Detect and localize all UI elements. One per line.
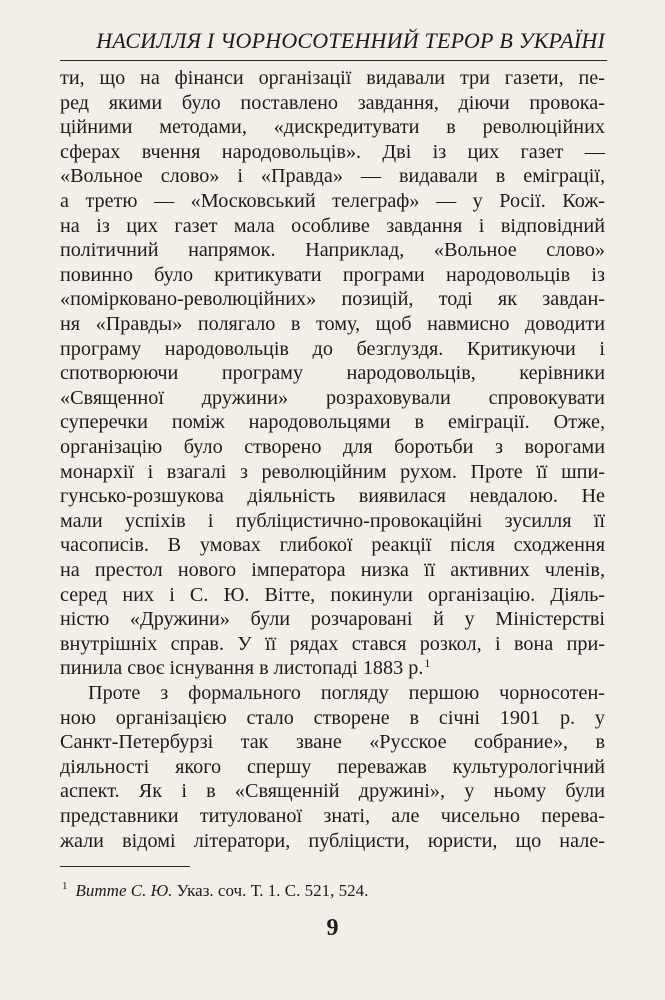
footnote-reference[interactable]: 1 [424,655,431,670]
text-line: «Вольное слово» і «Правда» — видавали в еміграції, [60,165,605,188]
text-line: повинно було критикувати програми народовольців із [60,263,605,286]
text-line: спотворюючи програму народовольців, керівники [60,362,605,385]
text-line: часописів. В умовах глибокої реакції після сходження [60,534,605,557]
text-line: а третю — «Московський телеграф» — у Росії. Кож- [60,190,605,212]
text-line: сферах вчення народовольців». Дві із цих газет — [60,140,605,163]
text-line: організацію було створено для боротьби з ворогами [60,436,605,458]
running-title: НАСИЛЛЯ І ЧОРНОСОТЕННИЙ ТЕРОР В УКРАЇНІ [96,28,605,53]
text-line: аспект. Як і в «Священній дружині», у ньому були [60,780,605,803]
text-line-content: пинила своє існування в листопаді 1883 р. [60,657,424,680]
text-line-paragraph-end [60,656,605,681]
text-line: на із цих газет мала особливе завдання і відповідний [60,214,605,237]
text-line: гунсько-розшукова діяльність виявилася невдалою. Не [60,485,605,508]
text-line: серед них і С. Ю. Вітте, покинули організацію. Діяль- [60,583,605,606]
footnote-mark: 1 [62,880,68,893]
page-number: 9 [326,915,339,941]
header-rule [60,60,607,61]
text-line: суперечки поміж народовольцями в еміграції. Отже, [60,411,605,434]
footnote-text: Указ. соч. Т. 1. С. 521, 524. [176,881,369,900]
text-line: програму народовольців до безглуздя. Критикуючи і [60,337,605,360]
text-line-paragraph-start: Проте з формального погляду першою чорносотен- [88,682,605,704]
text-line: ти, що на фінанси організації видавали три газети, пе- [60,67,605,89]
footnote-author: Витте С. Ю. [75,881,173,900]
text-line: мали успіхів і публіцистично-провокаційні зусилля її [60,509,605,532]
text-line: ною організацією стало створене в січні 1901 р. у [60,706,605,729]
text-line: Санкт-Петербурзі так зване «Русское собрание», в [60,731,605,754]
text-line: жали відомі літератори, публіцисти, юристи, що нале- [60,829,605,852]
text-line: діяльності якого спершу переважав культурологічний [60,755,605,778]
text-line: монархії і взагалі з революційним рухом. Проте її шпи- [60,460,605,483]
text-line: внутрішніх справ. У її рядах стався розкол, і вона при- [60,632,605,655]
text-line: «помірковано-революційних» позицій, тоді як завдан- [60,288,605,311]
text-line: «Священної дружини» розраховували спровокувати [60,386,605,409]
text-line: ня «Правды» полягало в тому, щоб навмисно доводити [60,313,605,335]
text-line: ред якими було поставлено завдання, діючи провока- [60,91,605,114]
footnote [62,880,602,902]
footnote-rule [60,866,190,867]
text-line: політичний напрямок. Наприклад, «Вольное слово» [60,239,605,262]
text-line: ністю «Дружини» були розчаровані й у Міністерстві [60,608,605,631]
text-line: на престол нового імператора низка її активних членів, [60,559,605,581]
text-line: ційними методами, «дискредитувати в революційних [60,116,605,139]
text-line: представники титулованої знаті, але чисельно перева- [60,805,605,827]
